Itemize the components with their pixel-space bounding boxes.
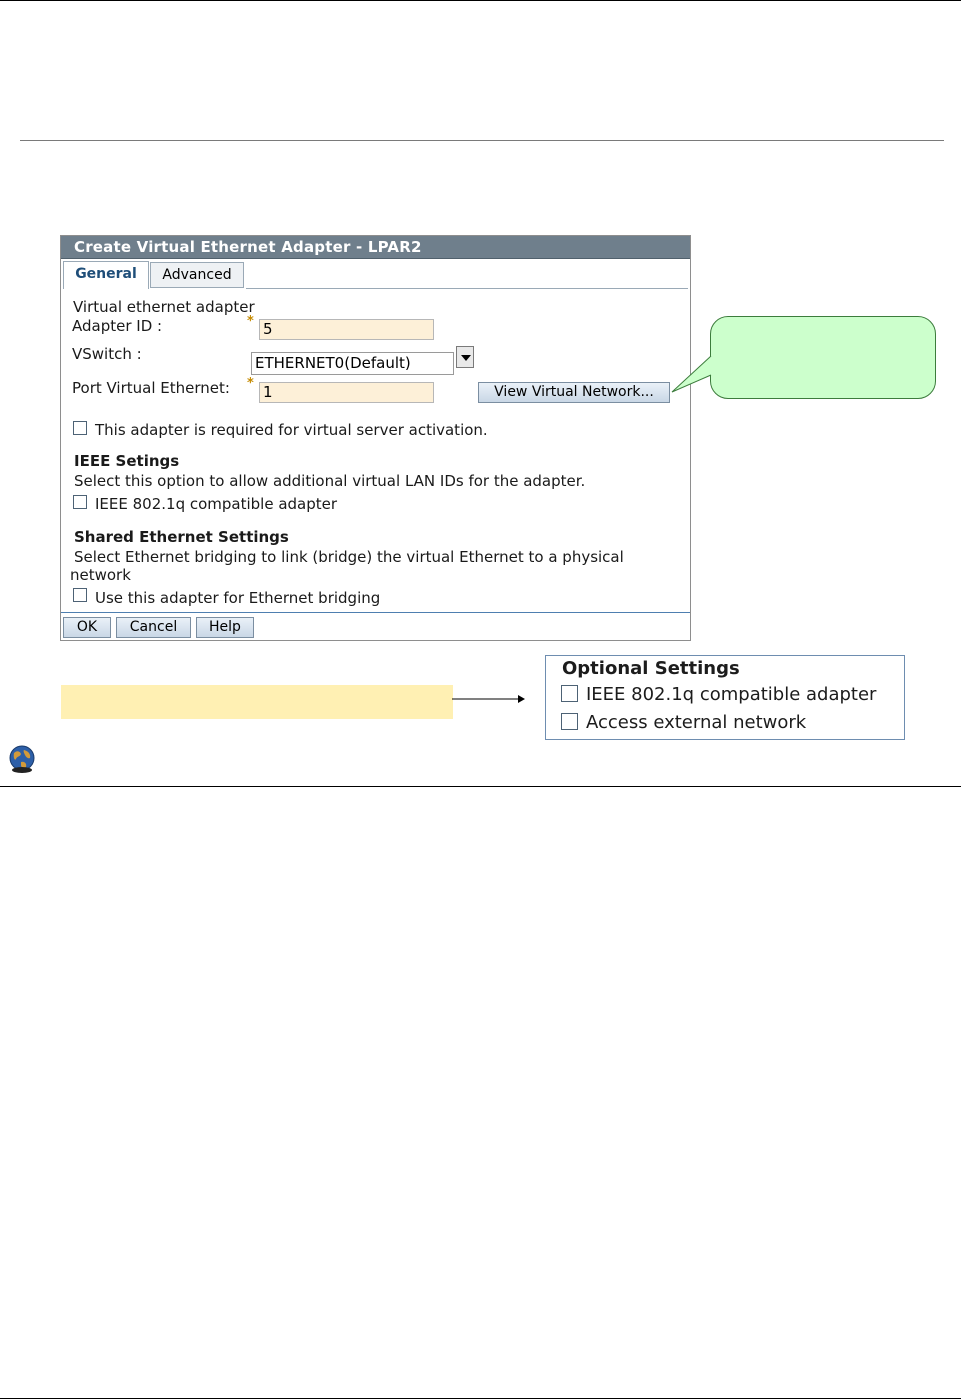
bottom-rule-upper (0, 786, 961, 787)
required-asterisk: * (247, 376, 254, 391)
tab-general[interactable]: General (63, 261, 149, 289)
optional-external-network-checkbox[interactable] (561, 713, 578, 730)
vswitch-label: VSwitch : (72, 345, 142, 363)
tab-advanced[interactable]: Advanced (150, 262, 244, 288)
bridging-checkbox-label: Use this adapter for Ethernet bridging (95, 589, 381, 607)
required-asterisk: * (247, 314, 254, 329)
optional-external-network-label: Access external network (586, 712, 807, 733)
bridging-checkbox[interactable] (73, 588, 87, 602)
top-rule (0, 0, 961, 1)
tab-bar (63, 261, 688, 289)
ieee-checkbox-label: IEEE 802.1q compatible adapter (95, 495, 338, 513)
optional-settings-title: Optional Settings (562, 658, 740, 679)
adapter-heading: Virtual ethernet adapter (73, 298, 255, 316)
tab-divider (246, 288, 688, 289)
help-button[interactable]: Help (196, 617, 254, 638)
chevron-down-icon[interactable] (456, 346, 474, 368)
ieee-settings-heading: IEEE Setings (74, 452, 180, 470)
cancel-button[interactable]: Cancel (116, 617, 191, 638)
view-virtual-network-button[interactable]: View Virtual Network... (478, 382, 670, 403)
highlight-bar (61, 685, 453, 719)
ok-button[interactable]: OK (63, 617, 111, 638)
adapter-id-label: Adapter ID : (72, 317, 163, 335)
shared-ethernet-heading: Shared Ethernet Settings (74, 528, 289, 546)
globe-icon (7, 744, 37, 774)
optional-ieee-label: IEEE 802.1q compatible adapter (586, 684, 877, 705)
adapter-id-input[interactable]: 5 (259, 319, 434, 340)
vswitch-select[interactable]: ETHERNET0(Default) (251, 352, 454, 375)
dialog-footer-divider (61, 612, 690, 613)
shared-ethernet-description: Select Ethernet bridging to link (bridge) the virtual Ethernet to a physical (74, 548, 624, 566)
ieee-checkbox[interactable] (73, 495, 87, 509)
callout-pointer (665, 355, 725, 400)
shared-ethernet-description-cont: network (70, 566, 131, 584)
bottom-rule-lower (0, 1398, 961, 1399)
create-virtual-ethernet-dialog (60, 235, 691, 641)
callout-bubble (710, 316, 936, 399)
header-divider (20, 140, 944, 141)
optional-settings-panel (545, 655, 905, 740)
arrow-right-icon (452, 692, 527, 706)
optional-ieee-checkbox[interactable] (561, 685, 578, 702)
port-virtual-ethernet-input[interactable]: 1 (259, 382, 434, 403)
port-virtual-ethernet-label: Port Virtual Ethernet: (72, 379, 230, 397)
activation-checkbox[interactable] (73, 421, 87, 435)
dialog-title: Create Virtual Ethernet Adapter - LPAR2 (61, 236, 690, 259)
ieee-settings-description: Select this option to allow additional virtual LAN IDs for the adapter. (74, 472, 586, 490)
activation-checkbox-label: This adapter is required for virtual server activation. (95, 421, 488, 439)
